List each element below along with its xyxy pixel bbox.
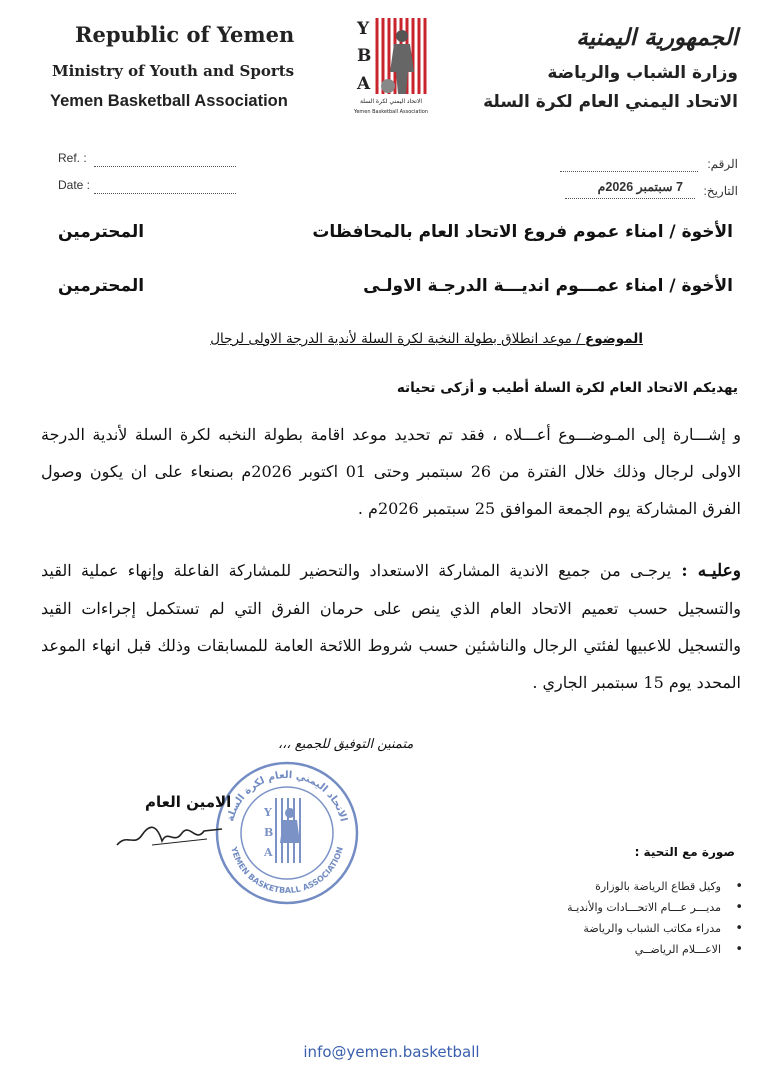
- logo-player-icon: [381, 30, 414, 94]
- addressee-1-honorific: المحترمين: [58, 222, 145, 242]
- ref-label-ar: الرقم:: [707, 157, 738, 171]
- logo-letter-b: B: [357, 46, 372, 66]
- logo-letter-a: A: [357, 74, 371, 94]
- header-en-association: Yemen Basketball Association: [50, 92, 288, 110]
- body-paragraph-2: [41, 552, 741, 701]
- svg-text:B: B: [264, 826, 274, 839]
- copies-item: • وكيل قطاع الرياضة بالوزارة: [463, 876, 743, 897]
- paragraph-2-text: يرجـى من جميع الاندية المشاركة الاستعداد والتحضير للمشاركة الفاعلة وإنهاء عملية القيد والتسجيل حسب تعميم الاتحاد العام الذي ينص على حرمان الفرق التي لم تستكمل إجراءات القيد والتسجيل للاعبيها لفئتي الرجال والناشئين حسب شروط اللائحة العامة للمسابقات وذلك قبل انهاء الموعد المحدد يوم 15 سبتمبر الجاري .: [41, 561, 741, 692]
- copies-item: • مدراء مكاتب الشباب والرياضة: [463, 918, 743, 939]
- official-stamp: [210, 758, 365, 908]
- copies-title: صورة مع التحية :: [634, 845, 735, 859]
- date-line-en: [94, 183, 236, 194]
- logo-letter-y: Y: [357, 19, 370, 39]
- greeting: يهديكم الاتحاد العام لكرة السلة أطيب و أزكى تحياته: [396, 380, 738, 396]
- footer-email[interactable]: info@yemen.basketball: [303, 1043, 480, 1061]
- signature-title: الامين العام: [145, 793, 232, 811]
- logo-caption-ar: الاتحاد اليمني لكرة السلة: [359, 98, 423, 105]
- addressee-2: الأخوة / امناء عمـــوم انديـــة الدرجـة الاولـى: [363, 276, 733, 296]
- svg-text:Y: Y: [264, 806, 272, 819]
- copies-item: • الاعـــلام الرياضــي: [463, 939, 743, 960]
- date-value-ar: 7 سبتمبر 2026م: [597, 180, 683, 194]
- date-label-ar: التاريخ:: [703, 184, 738, 198]
- closing-wish: متمنين التوفيق للجميع ،،،: [278, 737, 414, 752]
- subject-line: [210, 331, 643, 347]
- svg-text:YEMEN BASKETBALL ASSOCIATION: [229, 845, 345, 895]
- date-label-en: Date :: [58, 178, 91, 192]
- ref-label-en: Ref. :: [58, 151, 87, 165]
- stamp-text-ar: الاتحاد اليمني العام لكرة السلة: [225, 770, 349, 823]
- svg-text:A: A: [264, 846, 273, 859]
- logo-caption-en: Yemen Basketball Association: [353, 109, 429, 115]
- addressee-1: الأخوة / امناء عموم فروع الاتحاد العام بالمحافظات: [312, 222, 733, 242]
- yba-logo: [348, 14, 434, 118]
- header-ar-ministry: وزارة الشباب والرياضة: [547, 63, 738, 83]
- stamp-logo-icon: [263, 798, 300, 863]
- header-en-ministry: Ministry of Youth and Sports: [52, 62, 295, 80]
- ref-line-en: [94, 156, 236, 167]
- ref-line-ar: [560, 161, 698, 172]
- subject-text: / موعد انطلاق بطولة النخبة لكرة السلة لأندية الدرجة الاولى لرجال: [210, 331, 586, 347]
- handwritten-signature: [112, 815, 232, 855]
- body-paragraph-1: و إشـــارة إلى المـوضـــوع أعـــلاه ، فقد تم تحديد موعد اقامة بطولة النخبه لكرة السلة لأندية الدرجة الاولى لرجال وذلك خلال الفترة من 26 سبتمبر وحتى 01 اكتوبر 2026م بصنعاء على ان يكون وصول الفرق المشاركة يوم الجمعة الموافق 25 سبتمبر 2026م .: [41, 425, 742, 518]
- paragraph-2-lead: وعليـه :: [671, 561, 742, 581]
- header-en-republic: Republic of Yemen: [75, 22, 295, 47]
- copies-list: [463, 876, 743, 960]
- subject-label: الموضوع: [585, 331, 643, 347]
- stamp-text-en: YEMEN BASKETBALL ASSOCIATION: [229, 845, 345, 896]
- header-ar-association: الاتحاد اليمني العام لكرة السلة: [483, 92, 738, 112]
- header-ar-republic: الجمهورية اليمنية: [576, 24, 738, 51]
- copies-item: • مديـــر عـــام الاتحـــادات والأنديـة: [463, 897, 743, 918]
- addressee-2-honorific: المحترمين: [58, 276, 145, 296]
